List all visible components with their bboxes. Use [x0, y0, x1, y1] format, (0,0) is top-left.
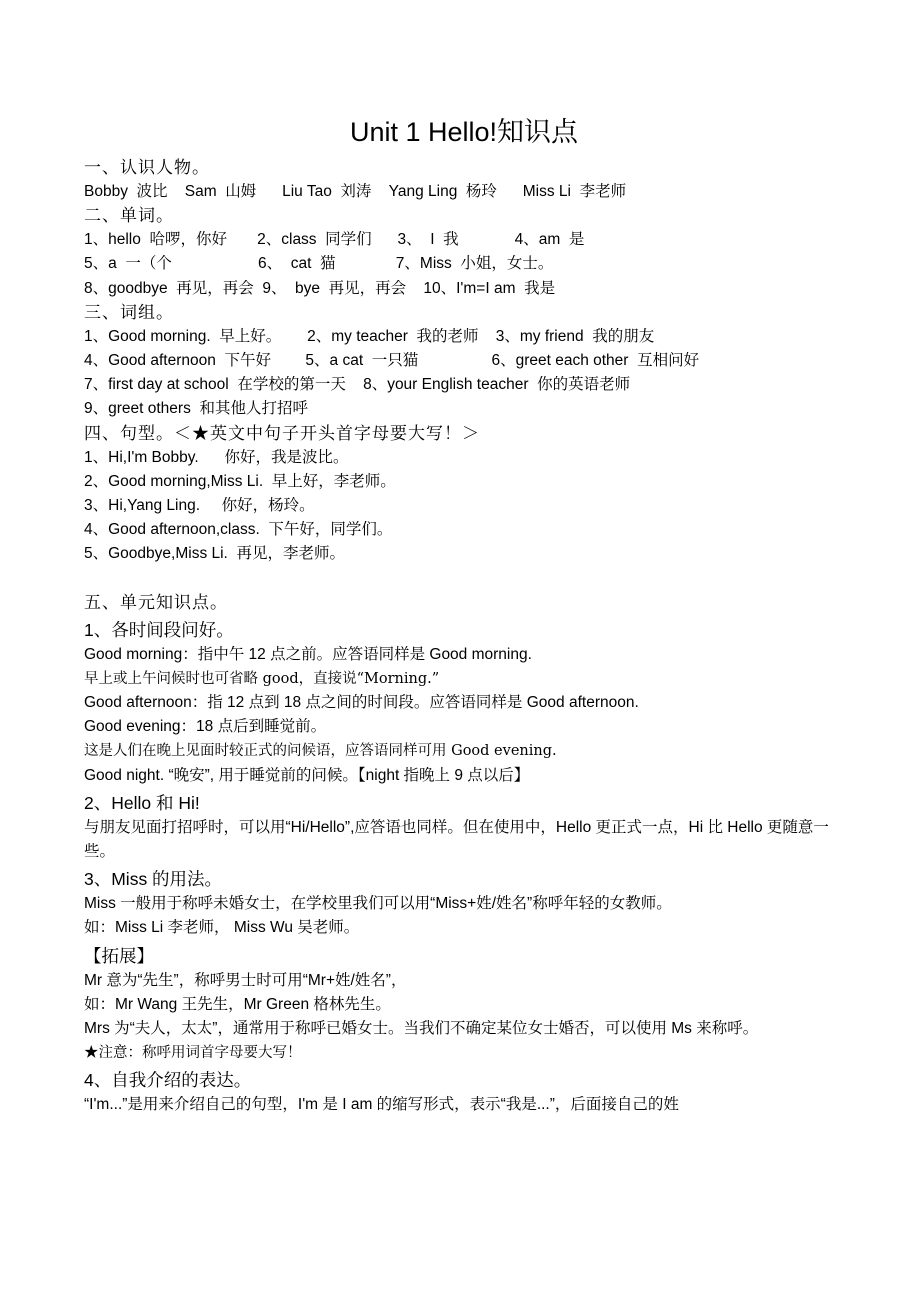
greeting-line: Good afternoon：指 12 点到 18 点之间的时间段。应答语同样是 Good afternoon. [84, 694, 639, 712]
phrases-line: 9、greet others 和其他人打招呼 [84, 400, 308, 418]
spacer [84, 567, 844, 591]
greeting-line: Good morning：指中午 12 点之前。应答语同样是 Good morning. [84, 645, 532, 663]
hello-hi-paragraph: 与朋友见面打招呼时，可以用“Hi/Hello”,应答语也同样。但在使用中，Hello 更正式一点，Hi 比 Hello 更随意一些。 [84, 818, 829, 861]
words-line: 5、a 一（个 6、 cat 猫 7、Miss 小姐，女士。 [84, 255, 554, 273]
phrases-line: 7、first day at school 在学校的第一天 8、your English teacher 你的英语老师 [84, 376, 631, 394]
greeting-line: 早上或上午问候时也可省略 good，直接说“Morning.” [84, 670, 440, 687]
words-line: 8、goodbye 再见，再会 9、 bye 再见，再会 10、I'm=I am 我是 [84, 279, 556, 297]
subheading-extension: 【拓展】 [84, 945, 154, 966]
capitalization-note: ★注意：称呼用词首字母要大写！ [84, 1045, 302, 1062]
greeting-line: Good evening：18 点后到睡觉前。 [84, 718, 327, 736]
mrs-paragraph: Mrs 为“夫人，太太”，通常用于称呼已婚女士。当我们不确定某位女士婚否，可以使用 Ms 来称呼。 [84, 1020, 759, 1038]
characters-line: Bobby 波比 Sam 山姆 Liu Tao 刘涛 Yang Ling 杨玲 Miss Li 李老师 [84, 183, 627, 200]
sentence-line: 2、Good morning,Miss Li. 早上好，李老师。 [84, 472, 396, 490]
extension-line: 如：Mr Wang 王先生，Mr Green 格林先生。 [84, 995, 391, 1013]
phrases-line: 4、Good afternoon 下午好 5、a cat 一只猫 6、greet each other 互相问好 [84, 352, 700, 370]
section-heading-words: 二、单词。 [84, 206, 174, 227]
document-page [84, 112, 844, 1118]
section-heading-characters: 一、认识人物。 [84, 158, 210, 178]
miss-line: 如：Miss Li 李老师， Miss Wu 吴老师。 [84, 919, 360, 937]
words-line: 1、hello 哈啰，你好 2、class 同学们 3、 I 我 4、am 是 [84, 231, 585, 249]
subheading-hello-hi: 2、Hello 和 Hi! [84, 792, 200, 813]
section-heading-sentences: 四、句型。＜★英文中句子开头首字母要大写！＞ [84, 423, 480, 444]
sentence-line: 3、Hi,Yang Ling. 你好，杨玲。 [84, 497, 315, 515]
section-heading-knowledge: 五、单元知识点。 [84, 592, 228, 613]
section-heading-phrases: 三、词组。 [84, 302, 174, 323]
self-intro-paragraph: “I'm...”是用来介绍自己的句型，I'm 是 I am 的缩写形式，表示“我是...”，后面接自己的姓 [84, 1096, 679, 1114]
greeting-line: Good night. “晚安”, 用于睡觉前的问候。【night 指晚上 9 点以后】 [84, 766, 530, 784]
page-title: Unit 1 Hello!知识点 [349, 117, 579, 147]
sentence-line: 5、Goodbye,Miss Li. 再见，李老师。 [84, 545, 345, 563]
extension-line: Mr 意为“先生”，称呼男士时可用“Mr+姓/姓名”， [84, 971, 407, 989]
subheading-miss: 3、Miss 的用法。 [84, 869, 223, 890]
miss-line: Miss 一般用于称呼未婚女士，在学校里我们可以用“Miss+姓/姓名”称呼年轻的女教师。 [84, 895, 672, 913]
subheading-self-intro: 4、自我介绍的表达。 [84, 1070, 252, 1091]
sentence-line: 1、Hi,I'm Bobby. 你好，我是波比。 [84, 448, 349, 466]
sentence-line: 4、Good afternoon,class. 下午好，同学们。 [84, 521, 393, 539]
subheading-greetings: 1、各时间段问好。 [84, 619, 234, 640]
greeting-line: 这是人们在晚上见面时较正式的问候语，应答语同样可用 Good evening. [84, 743, 557, 760]
phrases-line: 1、Good morning. 早上好。 2、my teacher 我的老师 3、my friend 我的朋友 [84, 327, 655, 345]
